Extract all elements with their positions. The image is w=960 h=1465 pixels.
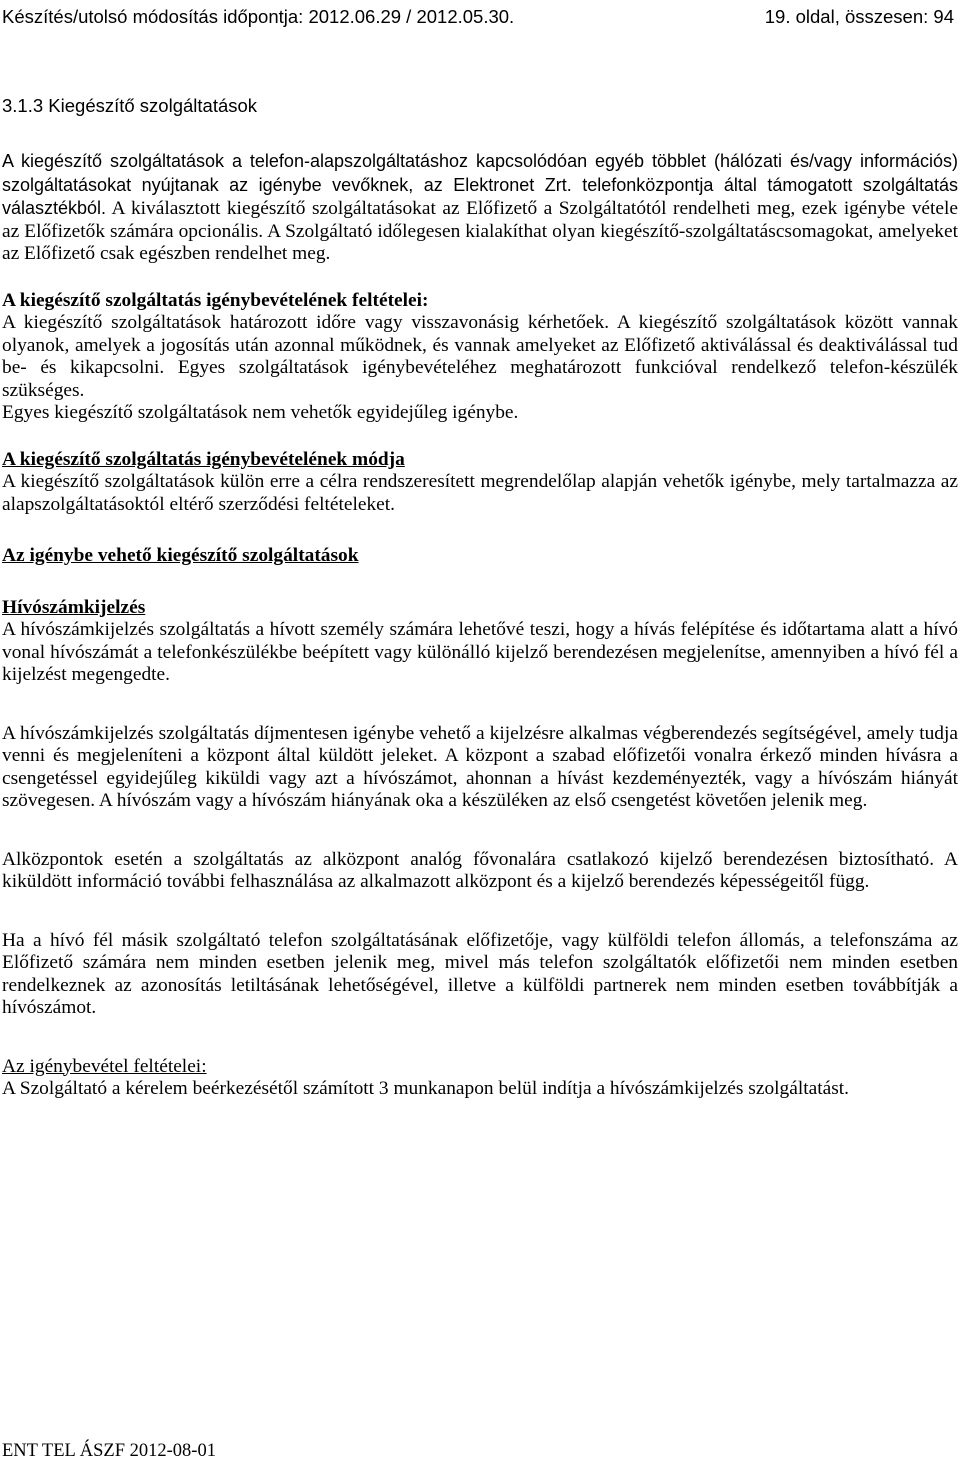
method-heading: A kiegészítő szolgáltatás igénybevételének módja [2,448,405,470]
intro-text-sans: A kiegészítő szolgáltatások a telefon-alapszolgáltatáshoz kapcsolódóan egyéb többlet (hálózati és/vagy információs) szolgáltatásokat nyújtanak az igénybe vevőknek, az Elektronet Zrt. telefonközpontja által támogatott szolgáltatás választékból. [2,151,958,218]
header-page-number: 19. oldal, összesen: 94 [764,6,954,27]
header-modification-date: Készítés/utolsó módosítás időpontja: 2012.06.29 / 2012.05.30. [2,6,515,27]
caller-id-conditions-text: A Szolgáltató a kérelem beérkezésétől számított 3 munkanapon belül indítja a hívószámkijelzés szolgáltatást. [2,1078,849,1099]
caller-id-heading: Hívószámkijelzés [2,596,146,618]
page-header [2,4,954,30]
conditions-paragraph-2: Egyes kiegészítő szolgáltatások nem vehetők egyidejűleg igénybe. [2,402,519,423]
caller-id-paragraph-4: Ha a hívó fél másik szolgáltató telefon szolgáltatásának előfizetője, vagy külföldi telefon állomás, a telefonszáma az Előfizető számára nem minden esetben jelenik meg, mivel más telefon szolgáltatók előfizetői nem minden esetben rendelkeznek az azonosítás letiltásának lehetőségével, illetve a külföldi partnerek nem minden esetben továbbítják a hívószámot. [2,929,958,1018]
caller-id-paragraph-3: Alközpontok esetén a szolgáltatás az alközpont analóg fővonalára csatlakozó kijelző berendezésen biztosítható. A kiküldött információ további felhasználása az alkalmazott alközpont és a kijelző berendezés képességeitől függ. [2,848,958,892]
intro-paragraph [2,150,958,266]
page-footer: ENT TEL ÁSZF 2012-08-01 [2,1441,216,1461]
document-body [2,150,958,1101]
caller-id-conditions-heading: Az igénybevétel feltételei: [2,1055,207,1077]
conditions-heading: A kiegészítő szolgáltatás igénybevételének feltételei: [2,289,429,311]
conditions-paragraph: A kiegészítő szolgáltatások határozott időre vagy visszavonásig kérhetőek. A kiegészítő szolgáltatások között vannak olyanok, amelyek a jogosítás után azonnal működnek, és vannak amelyeket az Előfizető aktiválással és deaktiválással tud be- és kikapcsolni. Egyes szolgáltatások igénybevételéhez meghatározott funkcióval rendelkező telefon-készülék szükséges. [2,312,958,401]
method-paragraph: A kiegészítő szolgáltatások külön erre a célra rendszeresített megrendelőlap alapján vehetők igénybe, mely tartalmazza az alapszolgáltatásoktól eltérő szerződési feltételeket. [2,471,958,515]
caller-id-paragraph-2: A hívószámkijelzés szolgáltatás díjmentesen igénybe vehető a kijelzésre alkalmas végberendezés segítségével, amely tudja venni és megjeleníteni a központ által küldött jeleket. A központ a szabad előfizetői vonalra érkező minden hívásra a csengetéssel egyidejűleg kiküldi vagy azt a hívószámot, ahonnan a hívást kezdeményezték, vagy a hívószám hiányát szövegesen. A hívószám vagy a hívószám hiányának oka a készüléken az első csengetést követően jelenik meg. [2,722,958,811]
intro-text: A kiválasztott kiegészítő szolgáltatásokat az Előfizető a Szolgáltatótól rendelheti meg, ezek igénybe vétele az Előfizetők számára opcionális. A Szolgáltató időlegesen kialakíthat olyan kiegészítő-szolgáltatáscsomagokat, amelyeket az Előfizető csak egészben rendelhet meg. [2,198,958,264]
section-heading: 3.1.3 Kiegészítő szolgáltatások [2,95,258,116]
caller-id-paragraph-1: A hívószámkijelzés szolgáltatás a hívott személy számára lehetővé teszi, hogy a hívás felépítése és időtartama alatt a hívó vonal hívószámát a telefonkészülékbe beépített vagy különálló kijelző berendezésen megjelenítse, amennyiben a hívó fél a kijelzést megengedte. [2,619,958,685]
available-services-heading: Az igénybe vehető kiegészítő szolgáltatások [2,545,359,566]
